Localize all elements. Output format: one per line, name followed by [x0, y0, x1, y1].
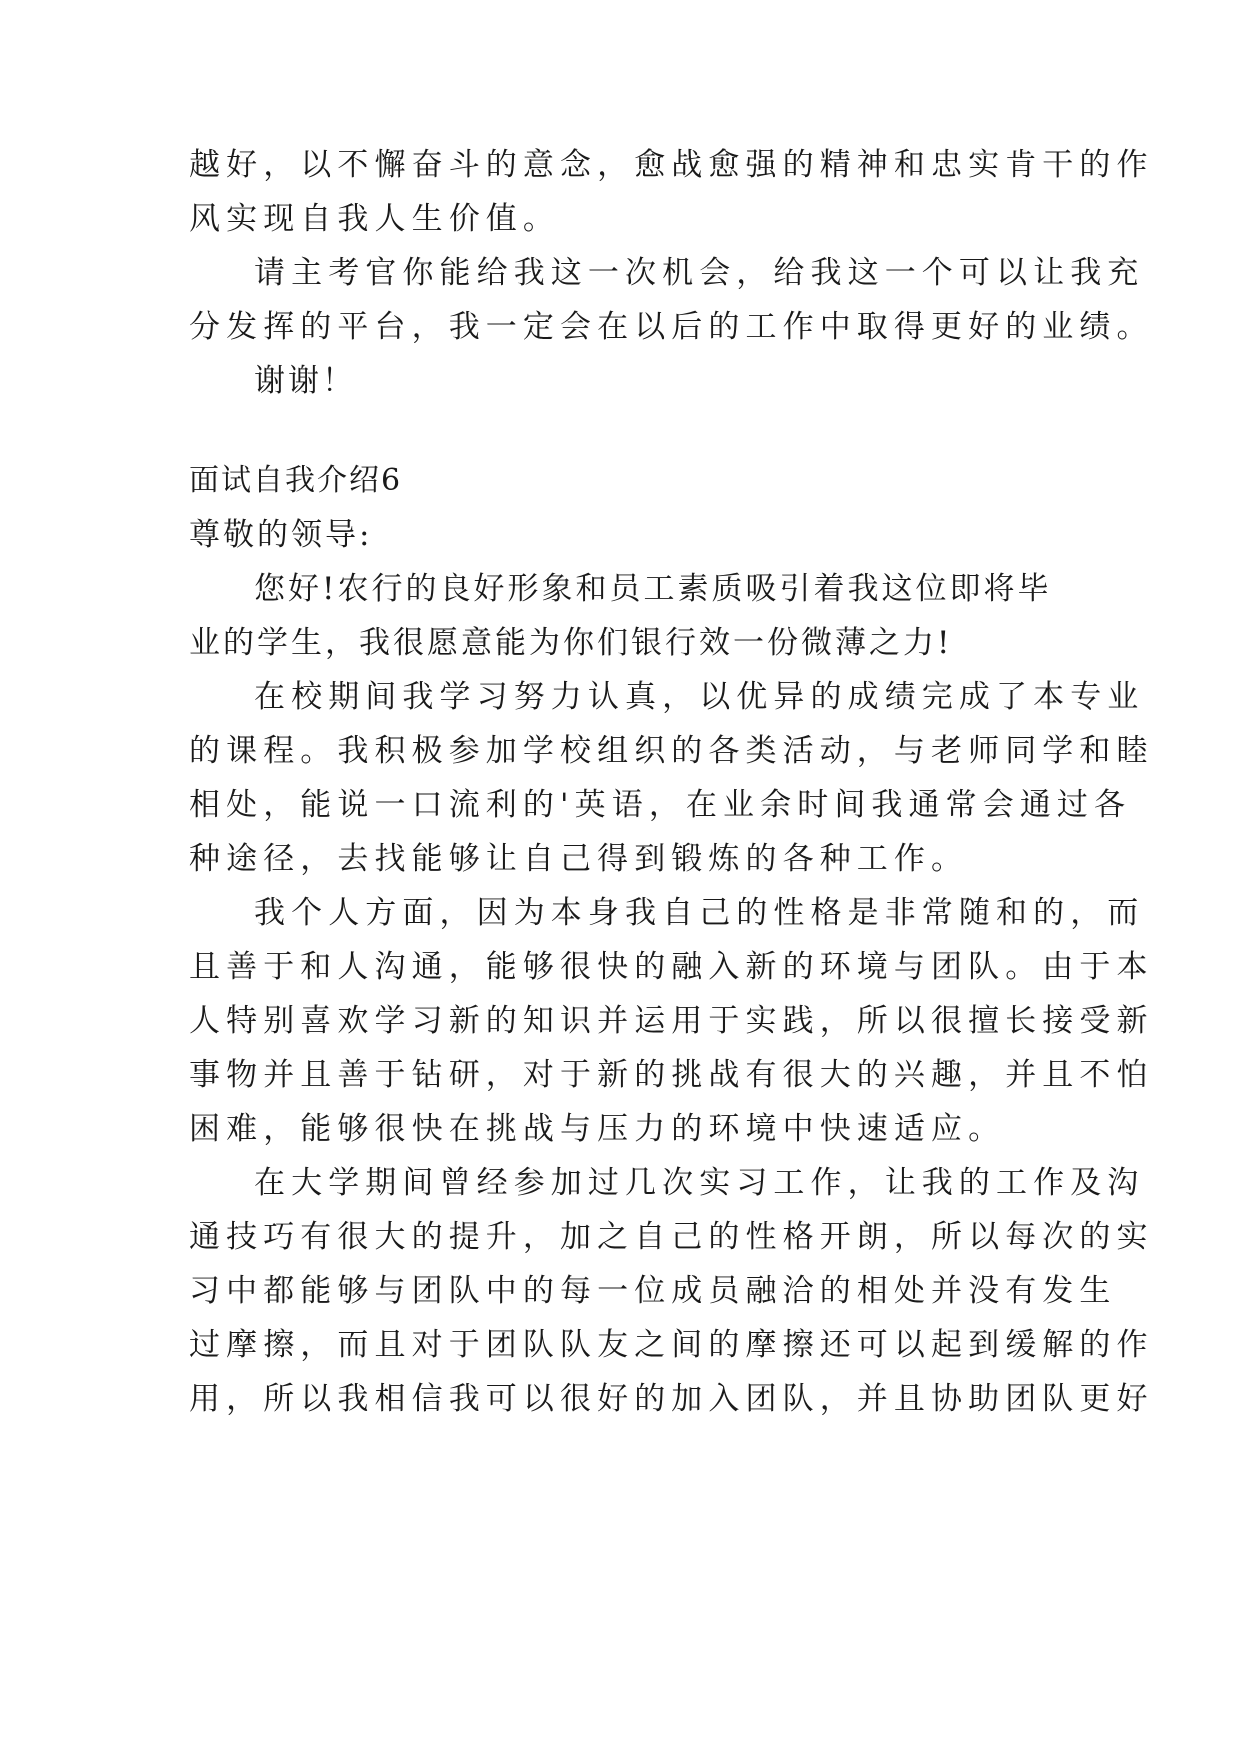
- paragraph-line: 事物并且善于钻研，对于新的挑战有很大的兴趣，并且不怕: [189, 1057, 1154, 1093]
- paragraph-line: 的课程。我积极参加学校组织的各类活动，与老师同学和睦: [189, 733, 1154, 769]
- paragraph-line: 谢谢！: [254, 363, 356, 399]
- paragraph-line: 您好!农行的良好形象和员工素质吸引着我这位即将毕: [254, 571, 1052, 607]
- paragraph-line: 在大学期间曾经参加过几次实习工作，让我的工作及沟: [254, 1165, 1145, 1201]
- paragraph-line: 习中都能够与团队中的每一位成员融洽的相处并没有发生: [189, 1273, 1117, 1309]
- salutation: 尊敬的领导:: [189, 517, 373, 553]
- paragraph-line: 分发挥的平台，我一定会在以后的工作中取得更好的业绩。: [189, 309, 1154, 345]
- paragraph-line: 业的学生，我很愿意能为你们银行效一份微薄之力!: [189, 625, 953, 661]
- section-heading: 面试自我介绍6: [189, 463, 403, 498]
- paragraph-line: 且善于和人沟通，能够很快的融入新的环境与团队。由于本: [189, 949, 1154, 985]
- paragraph-line: 用，所以我相信我可以很好的加入团队，并且协助团队更好: [189, 1381, 1154, 1417]
- paragraph-line: 相处，能说一口流利的'英语，在业余时间我通常会通过各: [189, 787, 1132, 823]
- paragraph-line: 困难，能够很快在挑战与压力的环境中快速适应。: [189, 1111, 1006, 1147]
- paragraph-line: 请主考官你能给我这一次机会，给我这一个可以让我充: [254, 255, 1145, 291]
- paragraph-line: 风实现自我人生价值。: [189, 201, 560, 237]
- paragraph-line: 越好，以不懈奋斗的意念，愈战愈强的精神和忠实肯干的作: [189, 147, 1154, 183]
- paragraph-line: 种途径，去找能够让自己得到锻炼的各种工作。: [189, 841, 969, 877]
- paragraph-line: 通技巧有很大的提升，加之自己的性格开朗，所以每次的实: [189, 1219, 1154, 1255]
- paragraph-line: 在校期间我学习努力认真，以优异的成绩完成了本专业: [254, 679, 1145, 715]
- paragraph-line: 过摩擦，而且对于团队队友之间的摩擦还可以起到缓解的作: [189, 1327, 1154, 1363]
- paragraph-line: 我个人方面，因为本身我自己的性格是非常随和的，而: [254, 895, 1145, 931]
- paragraph-line: 人特别喜欢学习新的知识并运用于实践，所以很擅长接受新: [189, 1003, 1154, 1039]
